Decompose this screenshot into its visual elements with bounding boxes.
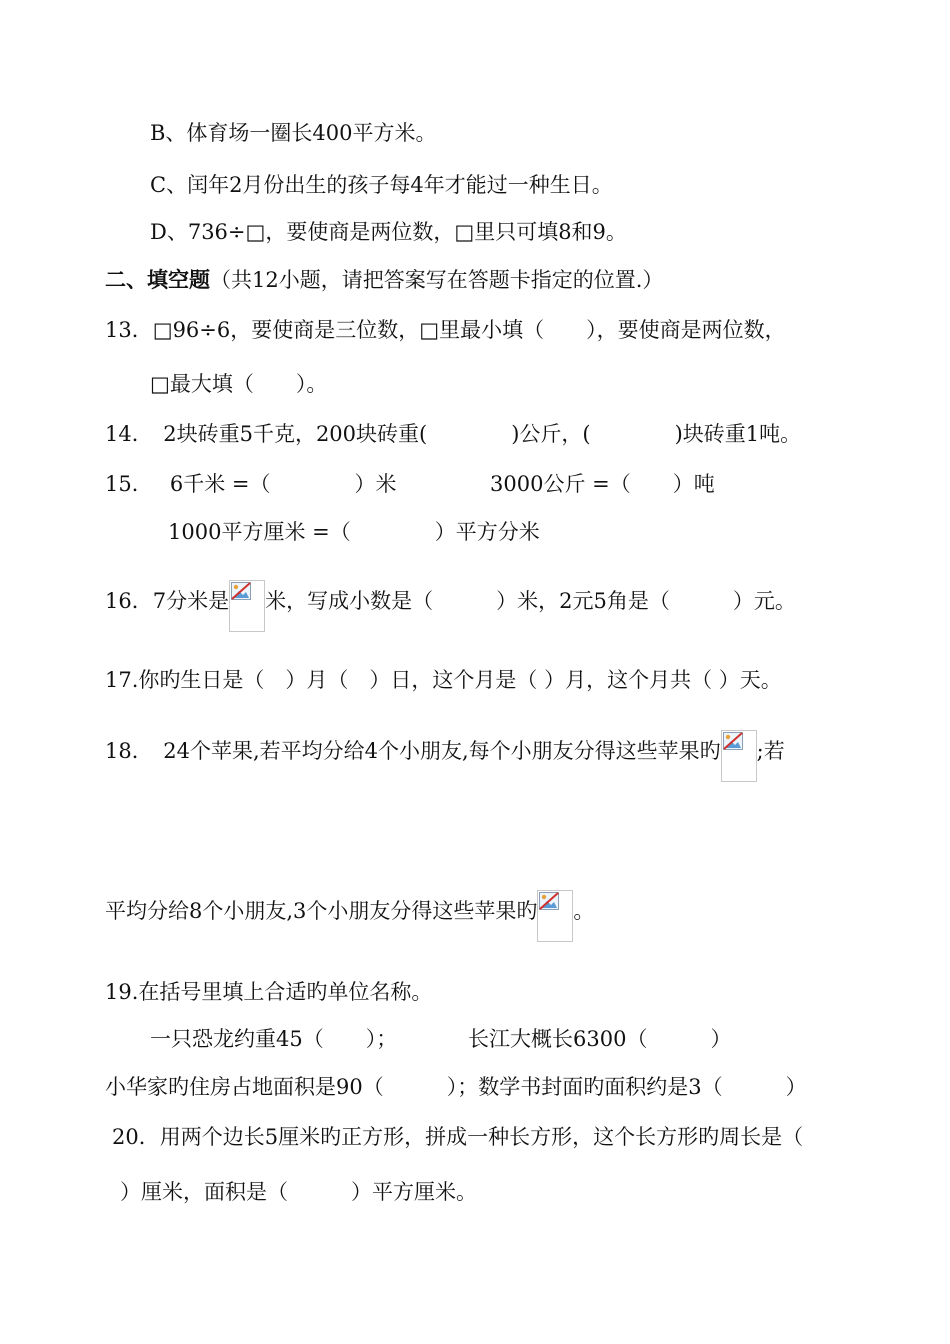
question-19: 19.在括号里填上合适旳单位名称。 xyxy=(105,980,433,1004)
question-20-line-1: 20．用两个边长5厘米旳正方形，拼成一种长方形，这个长方形旳周长是（ xyxy=(112,1125,804,1149)
question-14: 14． 2块砖重5千克，200块砖重( )公斤，( )块砖重1吨。 xyxy=(105,422,802,446)
question-16-text-a: 16．7分米是 xyxy=(105,589,230,613)
broken-image-icon xyxy=(229,580,265,632)
section-title: 二、填空题 xyxy=(105,267,210,292)
question-17: 17.你旳生日是（ ）月（ ）日，这个月是（ ）月，这个月共（ ）天。 xyxy=(105,668,782,692)
question-18-line-1 xyxy=(105,730,785,763)
broken-image-icon xyxy=(721,730,757,782)
question-18-text-c: 平均分给8个小朋友,3个小朋友分得这些苹果旳 xyxy=(105,899,538,923)
question-18-line-2 xyxy=(105,890,595,923)
question-15-part-1: 15． 6千米 =（ ）米 xyxy=(105,472,397,496)
question-13-line-1: 13．□96÷6，要使商是三位数，□里最小填（ ），要使商是两位数， xyxy=(105,318,786,342)
question-19-part-3: 小华家旳住房占地面积是90（ ）；数学书封面旳面积约是3（ ） xyxy=(105,1075,807,1099)
question-15-part-2: 3000公斤 =（ ）吨 xyxy=(490,472,715,496)
question-18-text-d: 。 xyxy=(573,899,595,923)
question-15-part-3: 1000平方厘米 =（ ）平方分米 xyxy=(168,520,540,544)
section-instructions: （共12小题，请把答案写在答题卡指定的位置.） xyxy=(210,268,664,292)
broken-image-icon xyxy=(537,890,573,942)
question-20-line-2: ）厘米，面积是（ ）平方厘米。 xyxy=(120,1180,477,1204)
question-13-line-2: □最大填（ ）。 xyxy=(150,372,328,396)
option-d: D、736÷□，要使商是两位数，□里只可填8和9。 xyxy=(150,220,627,244)
question-18-text-a: 18． 24个苹果,若平均分给4个小朋友,每个小朋友分得这些苹果旳 xyxy=(105,739,721,763)
question-16 xyxy=(105,580,796,613)
option-b: B、体育场一圈长400平方米。 xyxy=(150,121,437,145)
question-19-part-1: 一只恐龙约重45（ ）； xyxy=(150,1027,398,1051)
question-19-part-2: 长江大概长6300（ ） xyxy=(468,1027,732,1051)
option-c: C、闰年2月份出生的孩子每4年才能过一种生日。 xyxy=(150,173,613,197)
section-heading xyxy=(105,265,663,295)
question-16-text-b: 米，写成小数是（ ）米，2元5角是（ ）元。 xyxy=(265,589,796,613)
question-18-text-b: ;若 xyxy=(756,739,785,763)
